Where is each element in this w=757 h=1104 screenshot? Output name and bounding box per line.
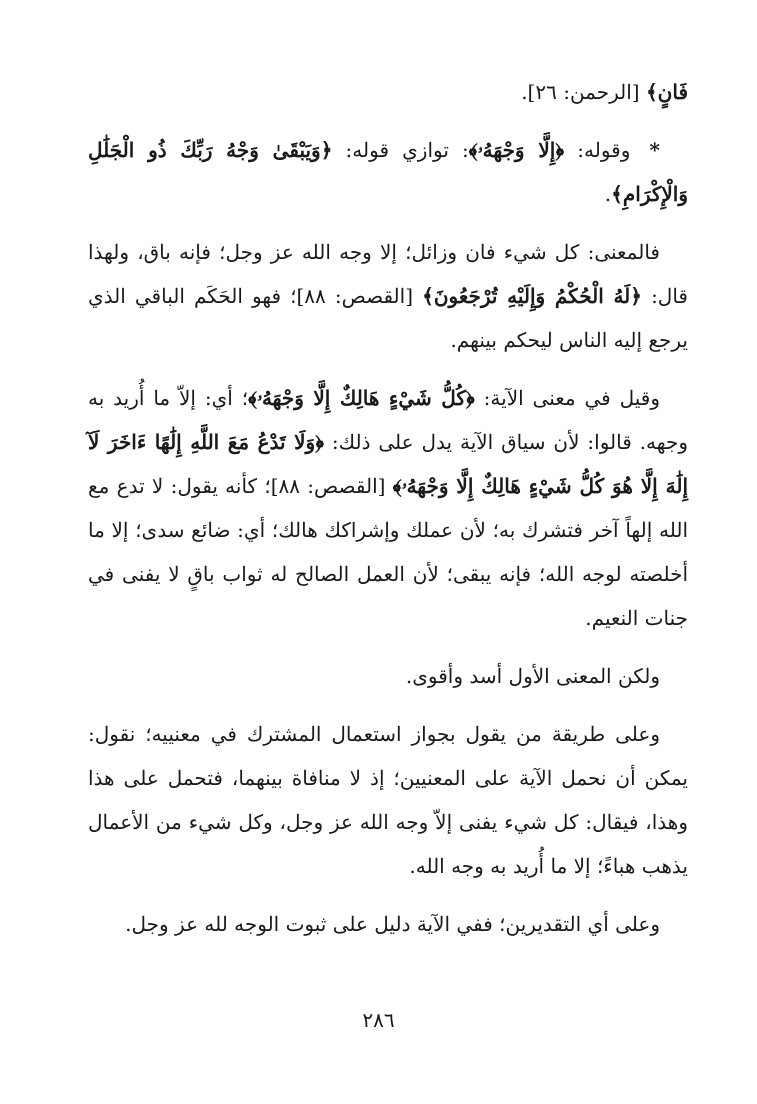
paragraph-2 (88, 128, 688, 216)
text-run: وقيل في معنى الآية: (474, 386, 661, 410)
paragraph-3 (88, 230, 688, 362)
text-run: : توازي قوله: (332, 138, 469, 162)
text-run: وعلى أي التقديرين؛ ففي الآية دليل على ثبوت الوجه لله عز وجل. (125, 912, 660, 936)
page-number: ٢٨٦ (362, 1008, 395, 1032)
text-run: [الرحمن: ٢٦]. (521, 80, 646, 104)
text-run: [القصص: ٨٨]؛ كأنه يقول: لا تدع مع الله إلهاً آخر فتشرك به؛ لأن عملك وإشراكك هالك؛ أي: ضائع سدى؛ إلا ما أخلصته لوجه الله؛ فإنه يبقى؛ لأن العمل الصالح له ثواب باقٍ لا يفنى في جنات النعيم. (88, 474, 688, 630)
text-run: [القصص: ٨٨]؛ فهو الحَكَم الباقي الذي يرجع إليه الناس ليحكم بينهم. (88, 284, 688, 352)
text-run: وعلى طريقة من يقول بجواز استعمال المشترك في معنييه؛ نقول: يمكن أن نحمل الآية على المعنيين؛ إذ لا منافاة بينهما، فتحمل على هذا وهذا، فيقال: كل شيء يفنى إلاّ وجه الله عز وجل، وكل شيء من الأعمال يذهب هباءً؛ إلا ما أُريد به وجه الله. (88, 722, 688, 878)
paragraph-4 (88, 376, 688, 640)
text-run: ؛ أي: إلاّ ما أُريد به وجهه. قالوا: لأن سياق الآية يدل على ذلك: (88, 386, 689, 454)
quran-verse: ﴿كُلُّ شَيْءٍ هَالِكٌ إِلَّا وَجْهَهُۥ﴾ (248, 386, 475, 410)
text-run: وقوله: (564, 138, 644, 162)
quran-verse: ﴿وَيَبْقَىٰ وَجْهُ رَبِّكَ ذُو الْجَلَٰلِ وَالْإِكْرَامِ﴾ (88, 138, 688, 206)
quran-verse: ﴿إِلَّا وَجْهَهُۥ﴾ (468, 138, 565, 162)
page-body (88, 70, 688, 960)
quran-verse: فَانٍ﴾ (645, 80, 688, 104)
paragraph-7 (88, 902, 688, 946)
quran-verse: ﴿وَلَا تَدْعُ مَعَ اللَّهِ إِلَٰهًا ءَاخَرَ لَآ إِلَٰهَ إِلَّا هُوَ كُلُّ شَيْءٍ هَالِكٌ إِلَّا وَجْهَهُۥ﴾ (88, 430, 688, 498)
text-run: . (604, 182, 612, 206)
paragraph-5 (88, 654, 688, 698)
paragraph-6 (88, 712, 688, 888)
paragraph-1 (88, 70, 688, 114)
star-icon: * (649, 138, 660, 162)
quran-verse: ﴿لَهُ الْحُكْمُ وَإِلَيْهِ تُرْجَعُونَ﴾ (422, 284, 642, 308)
text-run: ولكن المعنى الأول أسد وأقوى. (405, 664, 660, 688)
text-run: فالمعنى: كل شيء فان وزائل؛ إلا وجه الله عز وجل؛ فإنه باق، ولهذا قال: (88, 240, 688, 308)
